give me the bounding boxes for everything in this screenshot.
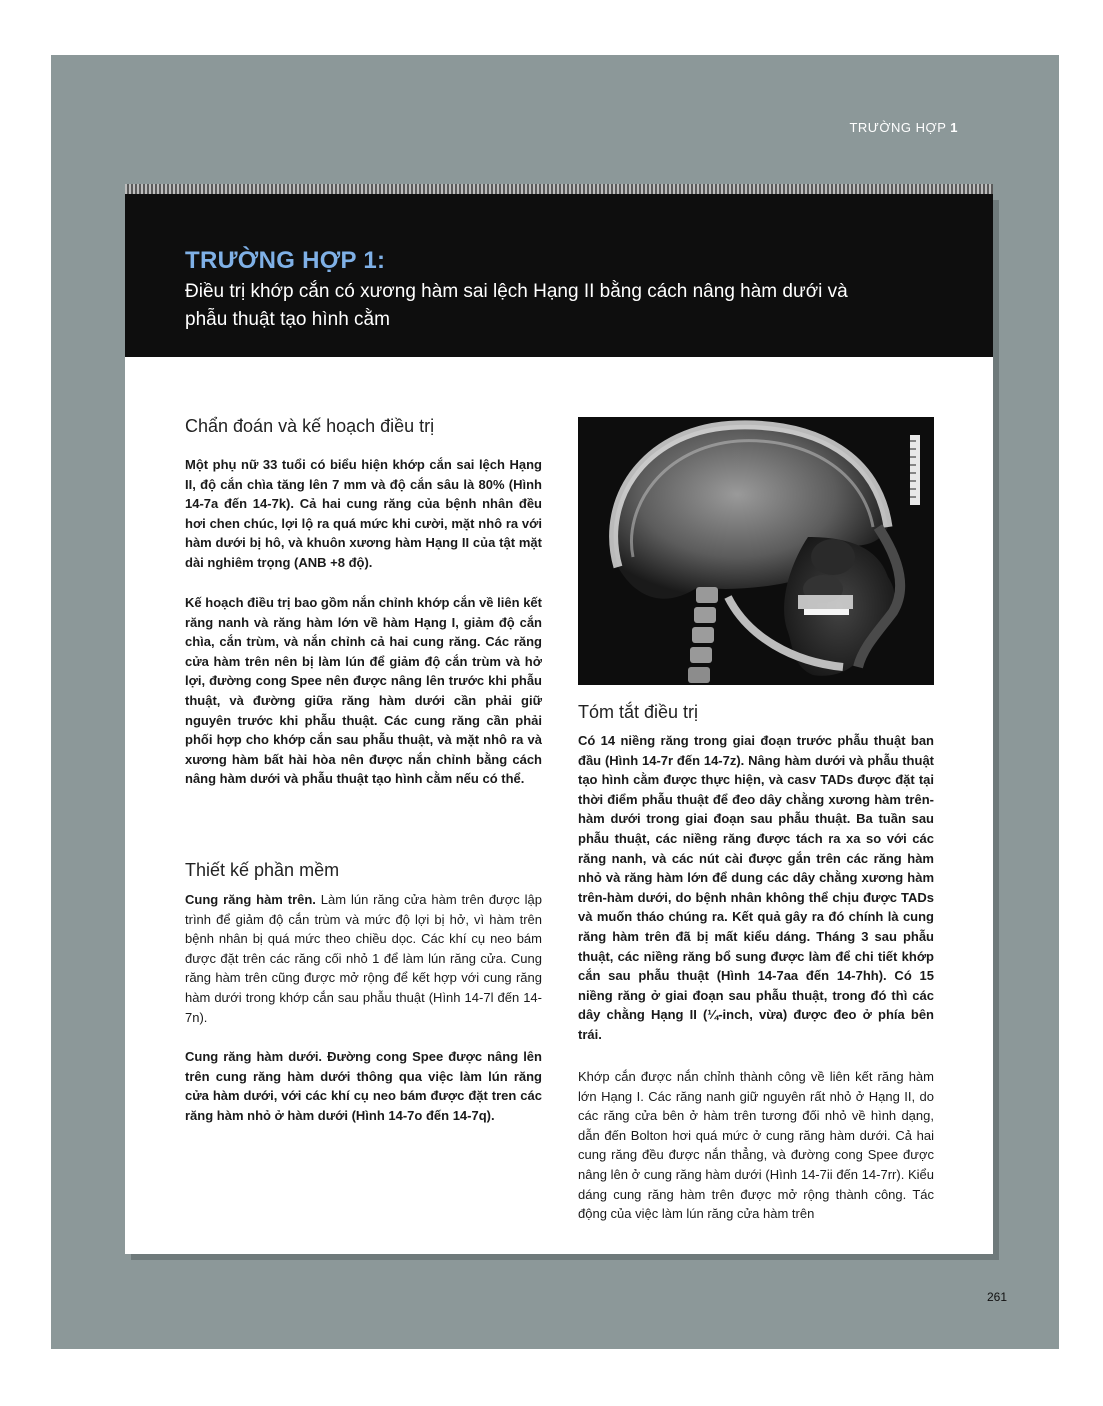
page-number: 261 [987, 1290, 1008, 1304]
summary-paragraph-1: Có 14 niềng răng trong giai đoạn trước phẫu thuật ban đầu (Hình 14-7r đến 14-7z). Nâng hàm dưới và phẫu thuật tạo hình cằm được thực hiện, và casv TADs được đặt tại thời điểm phẫu thuật để đeo dây chằng xương hàm trên-hàm dưới trong giai đoạn sau phẫu thuật. Ba tuần sau phẫu thuật, các niềng răng được tách ra xa so với các răng nanh, và các nút cài được gắn trên các răng hàm nhỏ và răng hàm lớn để dung các dây chằng xương hàm trên-hàm dưới, do bệnh nhân không thể chịu được TADs và muốn tháo chúng ra. Kết quả gây ra đó chính là cung răng hàm trên đã bị mất kiểu dáng. Tháng 3 sau phẫu thuật, các niềng răng bổ sung được làm để chi tiết khớp cắn sau phẫu thuật (Hình 14-7aa đến 14-7hh). Có 15 niềng răng ở giai đoạn sau phẫu thuật, trong đó thì các dây chằng Hạng II (¼-inch, vừa) được đeo ở phía bên trái. [578, 733, 934, 1042]
running-head-text: TRƯỜNG HỢP [849, 120, 947, 135]
diagnosis-paragraph-1: Một phụ nữ 33 tuổi có biểu hiện khớp cắn sai lệch Hạng II, độ cắn chìa tăng lên 7 mm và độ cắn sâu là 80% (Hình 14-7a đến 14-7k). Cả hai cung răng của bệnh nhân đều hơi chen chúc, lợi lộ ra quá mức khi cười, mặt nhô ra với hàm dưới bị hô, và khuôn xương hàm Hạng II của tật mặt dài nghiêm trọng (ANB +8 độ). [185, 457, 542, 570]
lower-arch-text: Đường cong Spee được nâng lên trên cung răng hàm dưới thông qua việc làm lún răng cửa hàm dưới, với các khí cụ neo bám được đặt tren các răng hàm nhỏ ở hàm dưới (Hình 14-7o đến 14-7q). [185, 1049, 542, 1123]
diagnosis-heading: Chẩn đoán và kế hoạch điều trị [185, 416, 435, 436]
content-card [125, 194, 993, 1254]
upper-arch-lead: Cung răng hàm trên. [185, 892, 316, 907]
upper-arch-paragraph [185, 890, 542, 1027]
summary-paragraph-2: Khớp cắn được nắn chỉnh thành công về liên kết răng hàm lớn Hạng I. Các răng nanh giữ nguyên rất nhỏ ở Hạng II, do các răng cửa bên ở hàm trên tương đối nhỏ về hình dạng, dẫn đến Bolton hơi quá mức ở cung răng hàm dưới. Cả hai cung răng đều được nắn thẳng, và đường cong Spee được nâng lên ở cung răng hàm dưới (Hình 14-7ii đến 14-7rr). Kiểu dáng cung răng hàm trên được mở rộng thành công. Tác động của việc làm lún răng cửa hàm trên [578, 1069, 934, 1222]
running-head [849, 120, 958, 135]
case-title: TRƯỜNG HỢP 1: [185, 247, 386, 274]
title-banner [125, 194, 993, 357]
diagnosis-paragraph-2: Kế hoạch điều trị bao gồm nắn chỉnh khớp cắn về liên kết răng nanh và răng hàm lớn về hàm Hạng I, giảm độ cắn chìa, cắn trùm, và nắn chỉnh cả hai cung răng. Các răng cửa hàm trên nên bị làm lún để giảm độ cắn trùm và hở lợi, đường cong Spee nên được nâng lên trước khi phẫu thuật, và đường giữa răng hàm dưới cần phải giữ nguyên trước khi phẫu thuật. Các cung răng cần phải phối hợp cho khớp cắn sau phẫu thuật, và mặt nhô ra và xương hàm bất hài hòa nên được nắn chỉnh bằng cách nâng hàm dưới và phẫu thuật tạo hình cằm nếu có thể. [185, 595, 542, 787]
summary-heading: Tóm tắt điều trị [578, 702, 699, 722]
cephalometric-xray-image [578, 417, 934, 685]
running-head-number: 1 [950, 120, 958, 135]
case-subtitle: Điều trị khớp cắn có xương hàm sai lệch Hạng II bằng cách nâng hàm dưới và phẫu thuật tạo hình cằm [185, 281, 848, 330]
xray-illustration [578, 417, 934, 685]
soft-design-heading: Thiết kế phần mềm [185, 860, 340, 880]
lower-arch-paragraph [185, 1047, 542, 1125]
lower-arch-lead: Cung răng hàm dưới. [185, 1049, 323, 1064]
upper-arch-text: Làm lún răng cửa hàm trên được lập trình để giảm độ cắn trùm và mức độ lợi bị hở, vì hàm trên bệnh nhân bị quá mức theo chiều dọc. Các khí cụ neo bám được đặt trên các răng cối nhỏ 1 để làm lún răng cửa. Cung răng hàm trên cũng được mở rộng để kết hợp với cung răng hàm dưới trong khớp cắn sau phẫu thuật (Hình 14-7l đến 14-7n). [185, 892, 543, 1025]
